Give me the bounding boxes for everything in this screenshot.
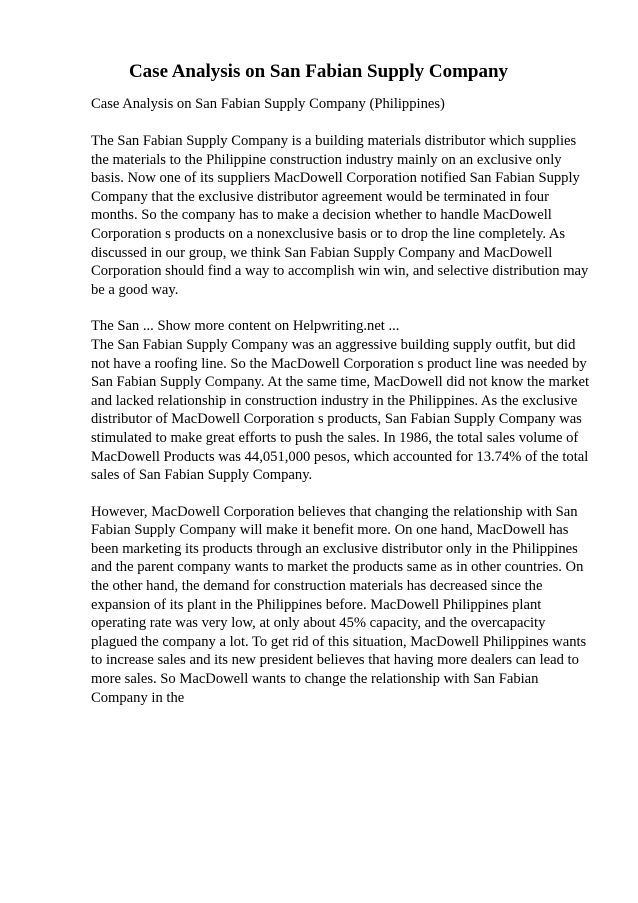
paragraph-background: The San Fabian Supply Company was an aggressive building supply outfit, but did not have a roofing line. So the MacDowell Corporation s product line was needed by San Fabian Supply Company. At the same time, MacDowell did not know the market and lacked relationship in construction industry in the Philippines. As the exclusive distributor of MacDowell Corporation s products, San Fabian Supply Company was stimulated to make great efforts to push the sales. In 1986, the total sales volume of MacDowell Products was 44,051,000 pesos, which accounted for 13.74% of the total sales of San Fabian Supply Company. [91, 336, 590, 484]
document-subtitle: Case Analysis on San Fabian Supply Company (Philippines) [91, 96, 445, 112]
paragraph-analysis: However, MacDowell Corporation believes that changing the relationship with San Fabian Supply Company will make it benefit more. On one hand, MacDowell has been marketing its products through an exclusive distributor only in the Philippines and the parent company wants to market the products same as in other countries. On the other hand, the demand for construction materials has decreased since the expansion of its plant in the Philippines before. MacDowell Philippines plant operating rate was very low, at only about 45% capacity, and the overcapacity plagued the company a lot. To get rid of this situation, MacDowell Philippines wants to increase sales and its new president believes that having more dealers can lead to more sales. So MacDowell wants to change the relationship with San Fabian Company in the [91, 503, 587, 706]
document-title: Case Analysis on San Fabian Supply Company [128, 61, 509, 82]
show-more-line: The San ... Show more content on Helpwriting.net ... [91, 318, 400, 335]
paragraph-intro: The San Fabian Supply Company is a building materials distributor which supplies the materials to the Philippine construction industry mainly on an exclusive only basis. Now one of its suppliers MacDowell Corporation notified San Fabian Supply Company that the exclusive distributor agreement would be terminated in four months. So the company has to make a decision whether to handle MacDowell Corporation s products on a nonexclusive basis or to drop the line completely. As discussed in our group, we think San Fabian Supply Company and MacDowell Corporation should find a way to accomplish win win, and selective distribution may be a good way. [91, 133, 589, 298]
